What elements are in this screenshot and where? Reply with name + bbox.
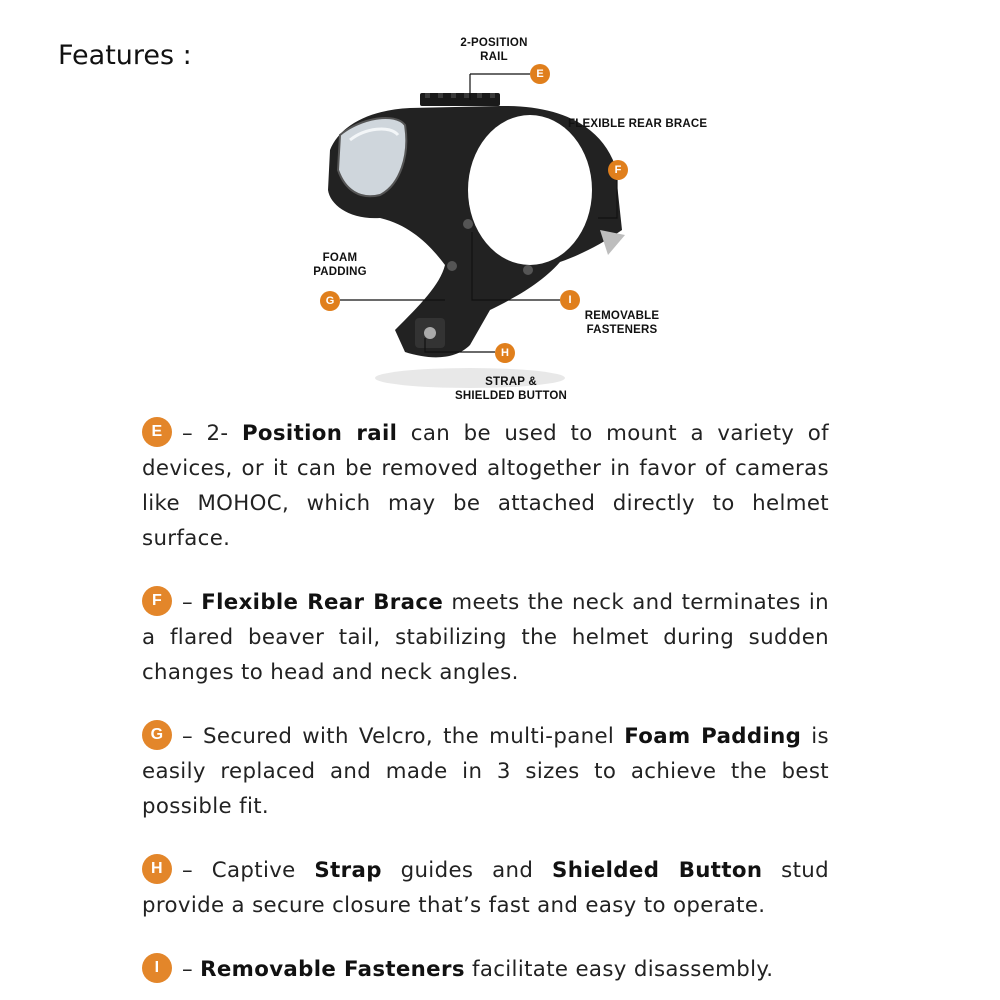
callout-rail-line1: 2-POSITION	[460, 37, 528, 49]
feature-h-mid: guides and	[381, 858, 553, 883]
feature-f-pre: –	[182, 590, 202, 615]
badge-h-small: H	[495, 343, 515, 363]
feature-i-pre: –	[182, 957, 201, 982]
callout-foam	[305, 251, 375, 279]
feature-e-post: can be used to mount a variety of devices, or it can be removed altogether in favor of cameras like MOHOC, which may be attached directly to helmet surface.	[142, 421, 829, 551]
badge-i-small: I	[560, 290, 580, 310]
callout-foam-line1: FOAM	[322, 252, 358, 264]
page-heading: Features :	[58, 40, 192, 71]
callout-rail-line2: RAIL	[480, 51, 508, 63]
callout-fasteners	[580, 309, 664, 337]
feature-f	[142, 585, 829, 690]
callout-foam-line2: PADDING	[313, 266, 367, 278]
badge-g: G	[142, 720, 172, 750]
callout-strap	[452, 375, 570, 403]
callout-fasteners-line1: REMOVABLE	[584, 310, 660, 322]
badge-f-small: F	[608, 160, 628, 180]
feature-i-post: facilitate easy disassembly.	[464, 957, 774, 982]
feature-g-post: is easily replaced and made in 3 sizes to achieve the best possible fit.	[142, 724, 829, 819]
callout-rear-brace: FLEXIBLE REAR BRACE	[568, 118, 708, 130]
feature-h	[142, 853, 829, 923]
badge-i: I	[142, 953, 172, 983]
feature-e-bold: Position rail	[241, 421, 398, 446]
callout-rail	[452, 36, 536, 64]
callout-fasteners-line2: FASTENERS	[586, 324, 658, 336]
badge-f: F	[142, 586, 172, 616]
feature-i-bold: Removable Fasteners	[200, 957, 465, 982]
badge-g-small: G	[320, 291, 340, 311]
badge-e-small: E	[530, 64, 550, 84]
badge-e: E	[142, 417, 172, 447]
callout-strap-line2: SHIELDED BUTTON	[454, 390, 568, 402]
feature-f-post: meets the neck and terminates in a flared beaver tail, stabilizing the helmet during sudden changes to head and neck angles.	[142, 590, 829, 685]
feature-h-bold2: Shielded Button	[552, 858, 763, 883]
badge-h: H	[142, 854, 172, 884]
feature-g-pre: – Secured with Velcro, the multi-panel	[182, 724, 625, 749]
feature-g-bold: Foam Padding	[624, 724, 802, 749]
callout-strap-line1: STRAP &	[485, 376, 537, 388]
feature-h-post: stud provide a secure closure that’s fast and easy to operate.	[142, 858, 829, 918]
feature-h-pre: – Captive	[182, 858, 315, 883]
feature-f-bold: Flexible Rear Brace	[201, 590, 444, 615]
product-diagram	[0, 0, 1000, 410]
feature-e	[142, 416, 829, 556]
feature-g	[142, 719, 829, 824]
feature-h-bold: Strap	[314, 858, 382, 883]
feature-i	[142, 952, 829, 987]
feature-e-pre: – 2-	[182, 421, 242, 446]
